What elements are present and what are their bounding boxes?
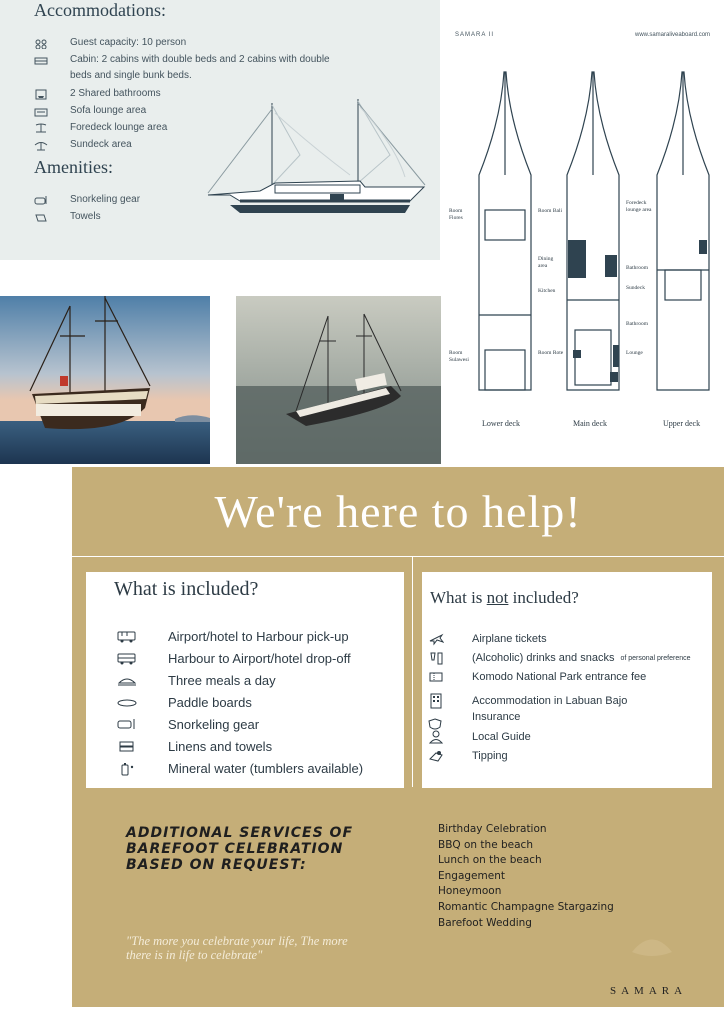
- not-included-item: [472, 711, 520, 723]
- lower-deck-label: Lower deck: [482, 419, 520, 428]
- included-item: [116, 673, 276, 688]
- included-item-label: Linens and towels: [168, 739, 273, 754]
- not-included-item: [428, 651, 691, 665]
- service-item: Engagement: [438, 869, 505, 882]
- not-included-item: [428, 730, 531, 744]
- included-item-label: Mineral water (tumblers available): [168, 761, 364, 776]
- pickup-bus-icon: [116, 630, 138, 644]
- airplane-icon: [428, 632, 444, 646]
- insurance-icon: [428, 718, 442, 737]
- heading-not: not: [486, 588, 509, 607]
- brand-logo: SAMARA: [610, 985, 688, 997]
- accommodations-heading: Accommodations:: [34, 0, 166, 20]
- foredeck-label: Foredeck lounge area: [626, 200, 652, 213]
- included-item-label: Snorkeling gear: [168, 717, 260, 732]
- snorkel-icon: [116, 718, 138, 732]
- accommodations-panel: [0, 0, 440, 260]
- not-included-item: [428, 694, 627, 708]
- services-list: [438, 822, 614, 931]
- room-rote-label: Room Rote: [538, 350, 564, 356]
- heading-part: What: [430, 588, 472, 607]
- upper-deck-label: Upper deck: [663, 419, 701, 428]
- sundeck-label: Sundeck: [626, 285, 645, 291]
- main-deck-label: Main deck: [573, 419, 607, 428]
- lounge-label: Lounge: [626, 350, 643, 356]
- acc-item-label: Sundeck area: [70, 139, 132, 150]
- snorkel-icon: [34, 195, 48, 206]
- bathroom-label-2: Bathroom: [626, 321, 648, 327]
- dining-label: Dining area: [538, 256, 554, 269]
- acc-item-label: Sofa lounge area: [70, 105, 147, 116]
- not-included-label: (Alcoholic) drinks and snacks: [472, 652, 615, 664]
- kitchen-label: Kitchen: [538, 288, 556, 294]
- watermark-logo-icon: [627, 922, 677, 962]
- acc-item-label: 2 Shared bathrooms: [70, 88, 161, 99]
- additional-heading-line: ADDITIONAL SERVICES OF: [126, 825, 354, 841]
- not-included-item: [428, 670, 646, 684]
- included-item: [116, 717, 259, 732]
- help-section: [72, 467, 724, 1007]
- acc-item-label: Guest capacity: 10 person: [70, 37, 187, 48]
- included-item: [116, 651, 351, 666]
- ticket-icon: [428, 670, 444, 684]
- acc-item-guests: [34, 38, 340, 51]
- additional-heading-line: BASED ON REQUEST:: [126, 857, 307, 873]
- linens-icon: [116, 740, 138, 754]
- not-included-box: [422, 572, 712, 788]
- additional-services-heading: [126, 825, 353, 873]
- not-included-label: Komodo National Park entrance fee: [472, 671, 647, 683]
- foredeck-icon: [34, 123, 48, 134]
- service-item: BBQ on the beach: [438, 838, 533, 851]
- service-item: Barefoot Wedding: [438, 916, 532, 929]
- divider-vertical: [412, 557, 413, 787]
- hotel-icon: [428, 694, 444, 708]
- included-item-label: Three meals a day: [168, 673, 276, 688]
- included-item-label: Harbour to Airport/hotel drop-off: [168, 651, 351, 666]
- not-included-label: Local Guide: [472, 731, 531, 743]
- included-box: [86, 572, 404, 788]
- quote-line: "The more you celebrate your life, The more: [126, 934, 348, 948]
- boat-name: SAMARA II: [455, 32, 495, 38]
- heading-part: included?: [508, 588, 579, 607]
- help-title: We're here to help!: [214, 486, 582, 537]
- deck-plan-drawing: [445, 60, 724, 400]
- tipping-icon: [428, 749, 444, 763]
- ship-photo-aerial: [236, 296, 441, 464]
- not-included-label: Accommodation in Labuan Bajo: [472, 695, 628, 707]
- guests-icon: [34, 38, 48, 49]
- deck-plan: [445, 0, 724, 440]
- bathroom-label-1: Bathroom: [626, 265, 648, 271]
- included-item: [116, 695, 252, 710]
- additional-heading-line: BAREFOOT CELEBRATION: [126, 841, 344, 857]
- room-bali-label: Room Bali: [538, 208, 562, 214]
- service-item: Romantic Champagne Stargazing: [438, 900, 614, 913]
- included-item: [116, 761, 363, 776]
- amenity-label: Snorkeling gear: [70, 194, 141, 205]
- included-heading: What is included?: [114, 578, 259, 600]
- not-included-item: [428, 632, 547, 646]
- schooner-drawing: [200, 95, 430, 230]
- not-included-label: Airplane tickets: [472, 633, 547, 645]
- service-item: Birthday Celebration: [438, 823, 547, 835]
- celebrate-quote: [126, 934, 348, 962]
- divider-horizontal: [72, 556, 724, 557]
- sofa-icon: [34, 106, 48, 117]
- drinks-icon: [428, 651, 444, 665]
- paddle-board-icon: [116, 696, 138, 710]
- bathroom-icon: [34, 89, 48, 100]
- not-included-heading: [430, 588, 579, 608]
- website: www.samaraliveaboard.com: [635, 32, 711, 38]
- service-item: Lunch on the beach: [438, 854, 542, 867]
- included-item: [116, 739, 272, 754]
- not-included-label: Tipping: [472, 750, 508, 762]
- room-flores-label: Room Flores: [449, 208, 463, 221]
- included-item-label: Airport/hotel to Harbour pick-up: [168, 629, 349, 644]
- towel-icon: [34, 212, 48, 223]
- acc-item-label: Cabin: 2 cabins with double beds and 2 cabins with double beds and single bunk beds.: [70, 54, 330, 81]
- included-item-label: Paddle boards: [168, 695, 252, 710]
- dropoff-bus-icon: [116, 652, 138, 666]
- included-item: [116, 629, 349, 644]
- amenities-heading: Amenities:: [34, 157, 113, 177]
- not-included-note: of personal preference: [620, 654, 691, 662]
- room-sulawesi-label: Room Sulawesi: [449, 350, 469, 363]
- amenity-label: Towels: [70, 211, 101, 222]
- acc-item-cabin: [34, 55, 340, 84]
- not-included-item: [428, 749, 508, 763]
- acc-item-label: Foredeck lounge area: [70, 122, 168, 133]
- sundeck-icon: [34, 140, 48, 151]
- water-icon: [116, 762, 138, 776]
- service-item: Honeymoon: [438, 885, 502, 898]
- bed-icon: [34, 55, 48, 66]
- heading-part: is: [471, 588, 483, 607]
- quote-line: there is in life to celebrate": [126, 948, 263, 962]
- meal-icon: [116, 674, 138, 688]
- not-included-label: Insurance: [472, 711, 521, 723]
- ship-photo-sunset: [0, 296, 210, 464]
